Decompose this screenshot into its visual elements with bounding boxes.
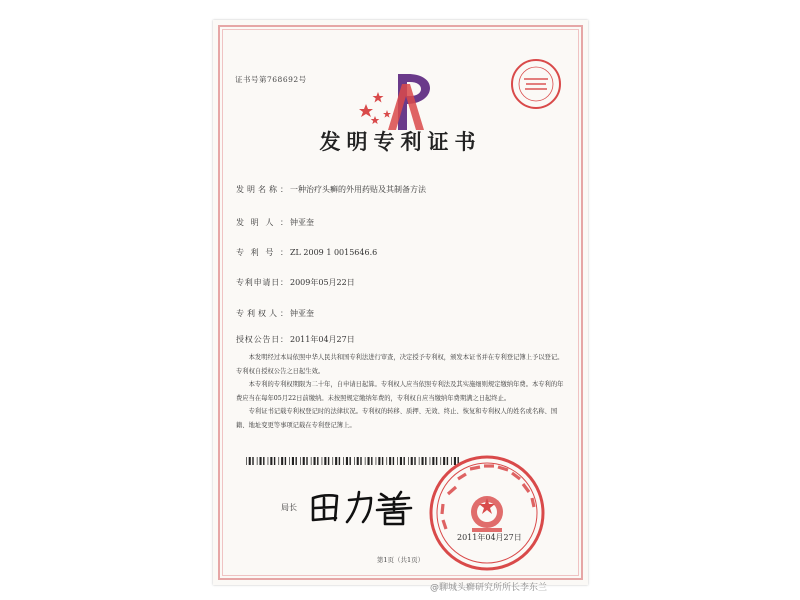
body-paragraph: 专利证书记载专利权登记时的法律状况。专利权的转移、质押、无效、终止、恢复和专利权人的姓名或名称、国籍、地址变更等事项记载在专利登记簿上。: [236, 408, 558, 429]
field-value: 钟亚奎: [290, 309, 314, 318]
field-label: 发明名称：: [236, 185, 288, 194]
field-grant-date: [236, 334, 355, 345]
body-paragraph: 本专利的专利权期限为二十年，自申请日起算。专利权人应当依照专利法及其实施细则规定缴纳年费。本专利的年费应当在每年05月22日前缴纳。未按照规定缴纳年费的，专利权自应当缴纳年费期满之日起终止。: [236, 381, 564, 402]
field-value: 2011年04月27日: [290, 335, 355, 344]
field-label: 专利权人：: [236, 309, 288, 318]
page-number: 第1页（共1页）: [376, 556, 425, 564]
field-label: 发明人：: [236, 218, 288, 227]
field-value: 一种治疗头癣的外用药贴及其制备方法: [290, 185, 426, 194]
field-patentee: [236, 308, 314, 319]
signer-label: 局长: [281, 503, 297, 512]
body-paragraph: 本发明经过本局依照中华人民共和国专利法进行审查，决定授予专利权，颁发本证书并在专利登记簿上予以登记。专利权自授权公告之日起生效。: [236, 354, 564, 375]
certificate-title: 发明专利证书: [319, 129, 482, 154]
certificate-body: [236, 351, 566, 433]
field-invention-name: [236, 184, 426, 195]
field-application-date: [236, 277, 355, 288]
field-value: 2009年05月22日: [290, 278, 355, 287]
seal-date: 2011年04月27日: [457, 533, 522, 542]
certificate-number: 证书号第768692号: [235, 75, 307, 84]
field-label: 专利号：: [236, 248, 288, 257]
watermark: @聊城头癣研究所所长李东兰: [430, 583, 548, 593]
field-value: 钟亚奎: [290, 218, 314, 227]
signature-icon: [305, 486, 417, 528]
field-label: 授权公告日：: [236, 335, 288, 344]
field-inventor: [236, 217, 314, 228]
certificate-paper: [213, 20, 588, 585]
red-stamp-icon: [510, 58, 562, 110]
field-patent-number: [236, 247, 377, 258]
field-value: ZL 2009 1 0015646.6: [290, 248, 378, 257]
field-label: 专利申请日：: [236, 278, 288, 287]
